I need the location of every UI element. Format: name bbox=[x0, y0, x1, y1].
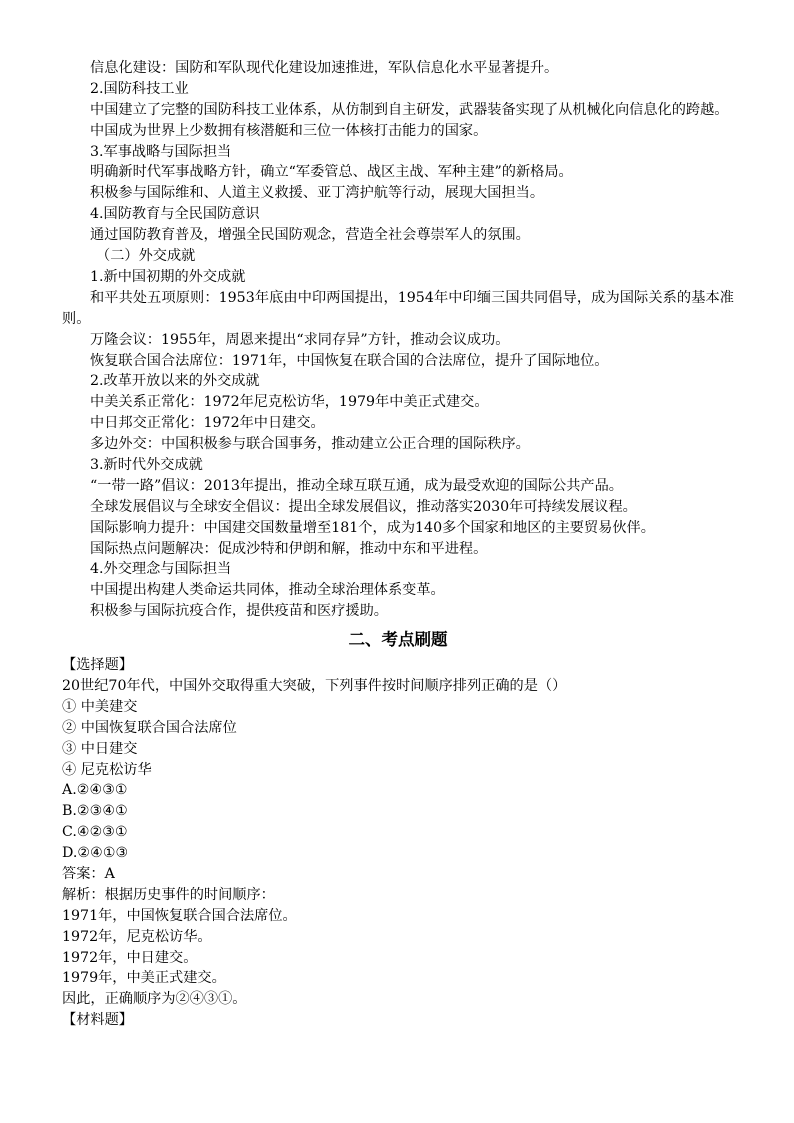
paragraph: 和平共处五项原则：1953年底由中印两国提出，1954年中印缅三国共同倡导，成为国际关系的基本准则。 bbox=[62, 289, 734, 327]
answer-option: D.②④①③ bbox=[62, 845, 129, 862]
analysis-line: 1972年，中日建交。 bbox=[62, 949, 198, 966]
text-line: 积极参与国际维和、人道主义救援、亚丁湾护航等行动，展现大国担当。 bbox=[90, 185, 545, 202]
text-line: 积极参与国际抗疫合作，提供疫苗和医疗援助。 bbox=[90, 603, 388, 620]
text-line: 信息化建设：国防和军队现代化建设加速推进，军队信息化水平显著提升。 bbox=[90, 60, 559, 76]
section-title: 二、考点刷题 bbox=[348, 630, 448, 650]
question-item: ④ 尼克松访华 bbox=[62, 761, 152, 778]
text-line: “一带一路”倡议：2013年提出，推动全球互联互通，成为最受欢迎的国际公共产品。 bbox=[90, 477, 623, 494]
answer-option: A.②④③① bbox=[62, 782, 128, 799]
text-line: 万隆会议：1955年，周恩来提出“求同存异”方针，推动会议成功。 bbox=[90, 331, 510, 348]
analysis-line: 1972年，尼克松访华。 bbox=[62, 928, 212, 945]
analysis-line: 1971年，中国恢复联合国合法席位。 bbox=[62, 907, 297, 924]
paragraph: 中国建立了完整的国防科技工业体系，从仿制到自主研发，武器装备实现了从机械化向信息化的跨越。 bbox=[90, 101, 729, 118]
subheading: 4.外交理念与国际担当 bbox=[90, 561, 232, 578]
subheading: 2.改革开放以来的外交成就 bbox=[90, 373, 260, 390]
subheading: 3.新时代外交成就 bbox=[90, 456, 203, 473]
subheading: 1.新中国初期的外交成就 bbox=[90, 268, 246, 285]
question-item: ① 中美建交 bbox=[62, 698, 138, 715]
text-line: 多边外交：中国积极参与联合国事务，推动建立公正合理的国际秩序。 bbox=[90, 436, 530, 453]
text-line: 国际影响力提升：中国建交国数量增至181个，成为140多个国家和地区的主要贸易伙伴。 bbox=[90, 519, 655, 536]
text-line: 中国成为世界上少数拥有核潜艇和三位一体核打击能力的国家。 bbox=[90, 122, 488, 139]
text-line: 国际热点问题解决：促成沙特和伊朗和解，推动中东和平进程。 bbox=[90, 540, 488, 557]
subheading: 3.军事战略与国际担当 bbox=[90, 143, 232, 160]
section-subheading: （二）外交成就 bbox=[96, 248, 196, 265]
question-text: 20世纪70年代，中国外交取得重大突破，下列事件按时间顺序排列正确的是（） bbox=[62, 677, 567, 694]
subheading: 2.国防科技工业 bbox=[90, 80, 189, 97]
answer-text: 答案：A bbox=[62, 866, 115, 882]
text-line: 恢复联合国合法席位：1971年，中国恢复在联合国的合法席位，提升了国际地位。 bbox=[90, 352, 609, 369]
analysis-line: 因此，正确顺序为②④③①。 bbox=[62, 991, 247, 1008]
text-line: 通过国防教育普及，增强全民国防观念，营造全社会尊崇军人的氛围。 bbox=[90, 227, 530, 244]
text-line: 中美关系正常化：1972年尼克松访华，1979年中美正式建交。 bbox=[90, 394, 489, 411]
answer-option: B.②③④① bbox=[62, 803, 128, 820]
text-line: 明确新时代军事战略方针，确立“军委管总、战区主战、军种主建”的新格局。 bbox=[90, 164, 573, 181]
text-line: 中日邦交正常化：1972年中日建交。 bbox=[90, 415, 325, 432]
choice-question-label: 【选择题】 bbox=[62, 657, 133, 674]
analysis-title: 解析：根据历史事件的时间顺序： bbox=[62, 886, 275, 903]
document-page bbox=[62, 58, 734, 1031]
text-line: 全球发展倡议与全球安全倡议：提出全球发展倡议，推动落实2030年可持续发展议程。 bbox=[90, 498, 637, 515]
text-line: 中国提出构建人类命运共同体，推动全球治理体系变革。 bbox=[90, 582, 445, 599]
answer-option: C.④②③① bbox=[62, 824, 128, 841]
subheading: 4.国防教育与全民国防意识 bbox=[90, 206, 260, 223]
question-item: ③ 中日建交 bbox=[62, 740, 138, 757]
analysis-line: 1979年，中美正式建交。 bbox=[62, 970, 226, 987]
question-item: ② 中国恢复联合国合法席位 bbox=[62, 719, 237, 736]
material-question-label: 【材料题】 bbox=[62, 1012, 133, 1029]
